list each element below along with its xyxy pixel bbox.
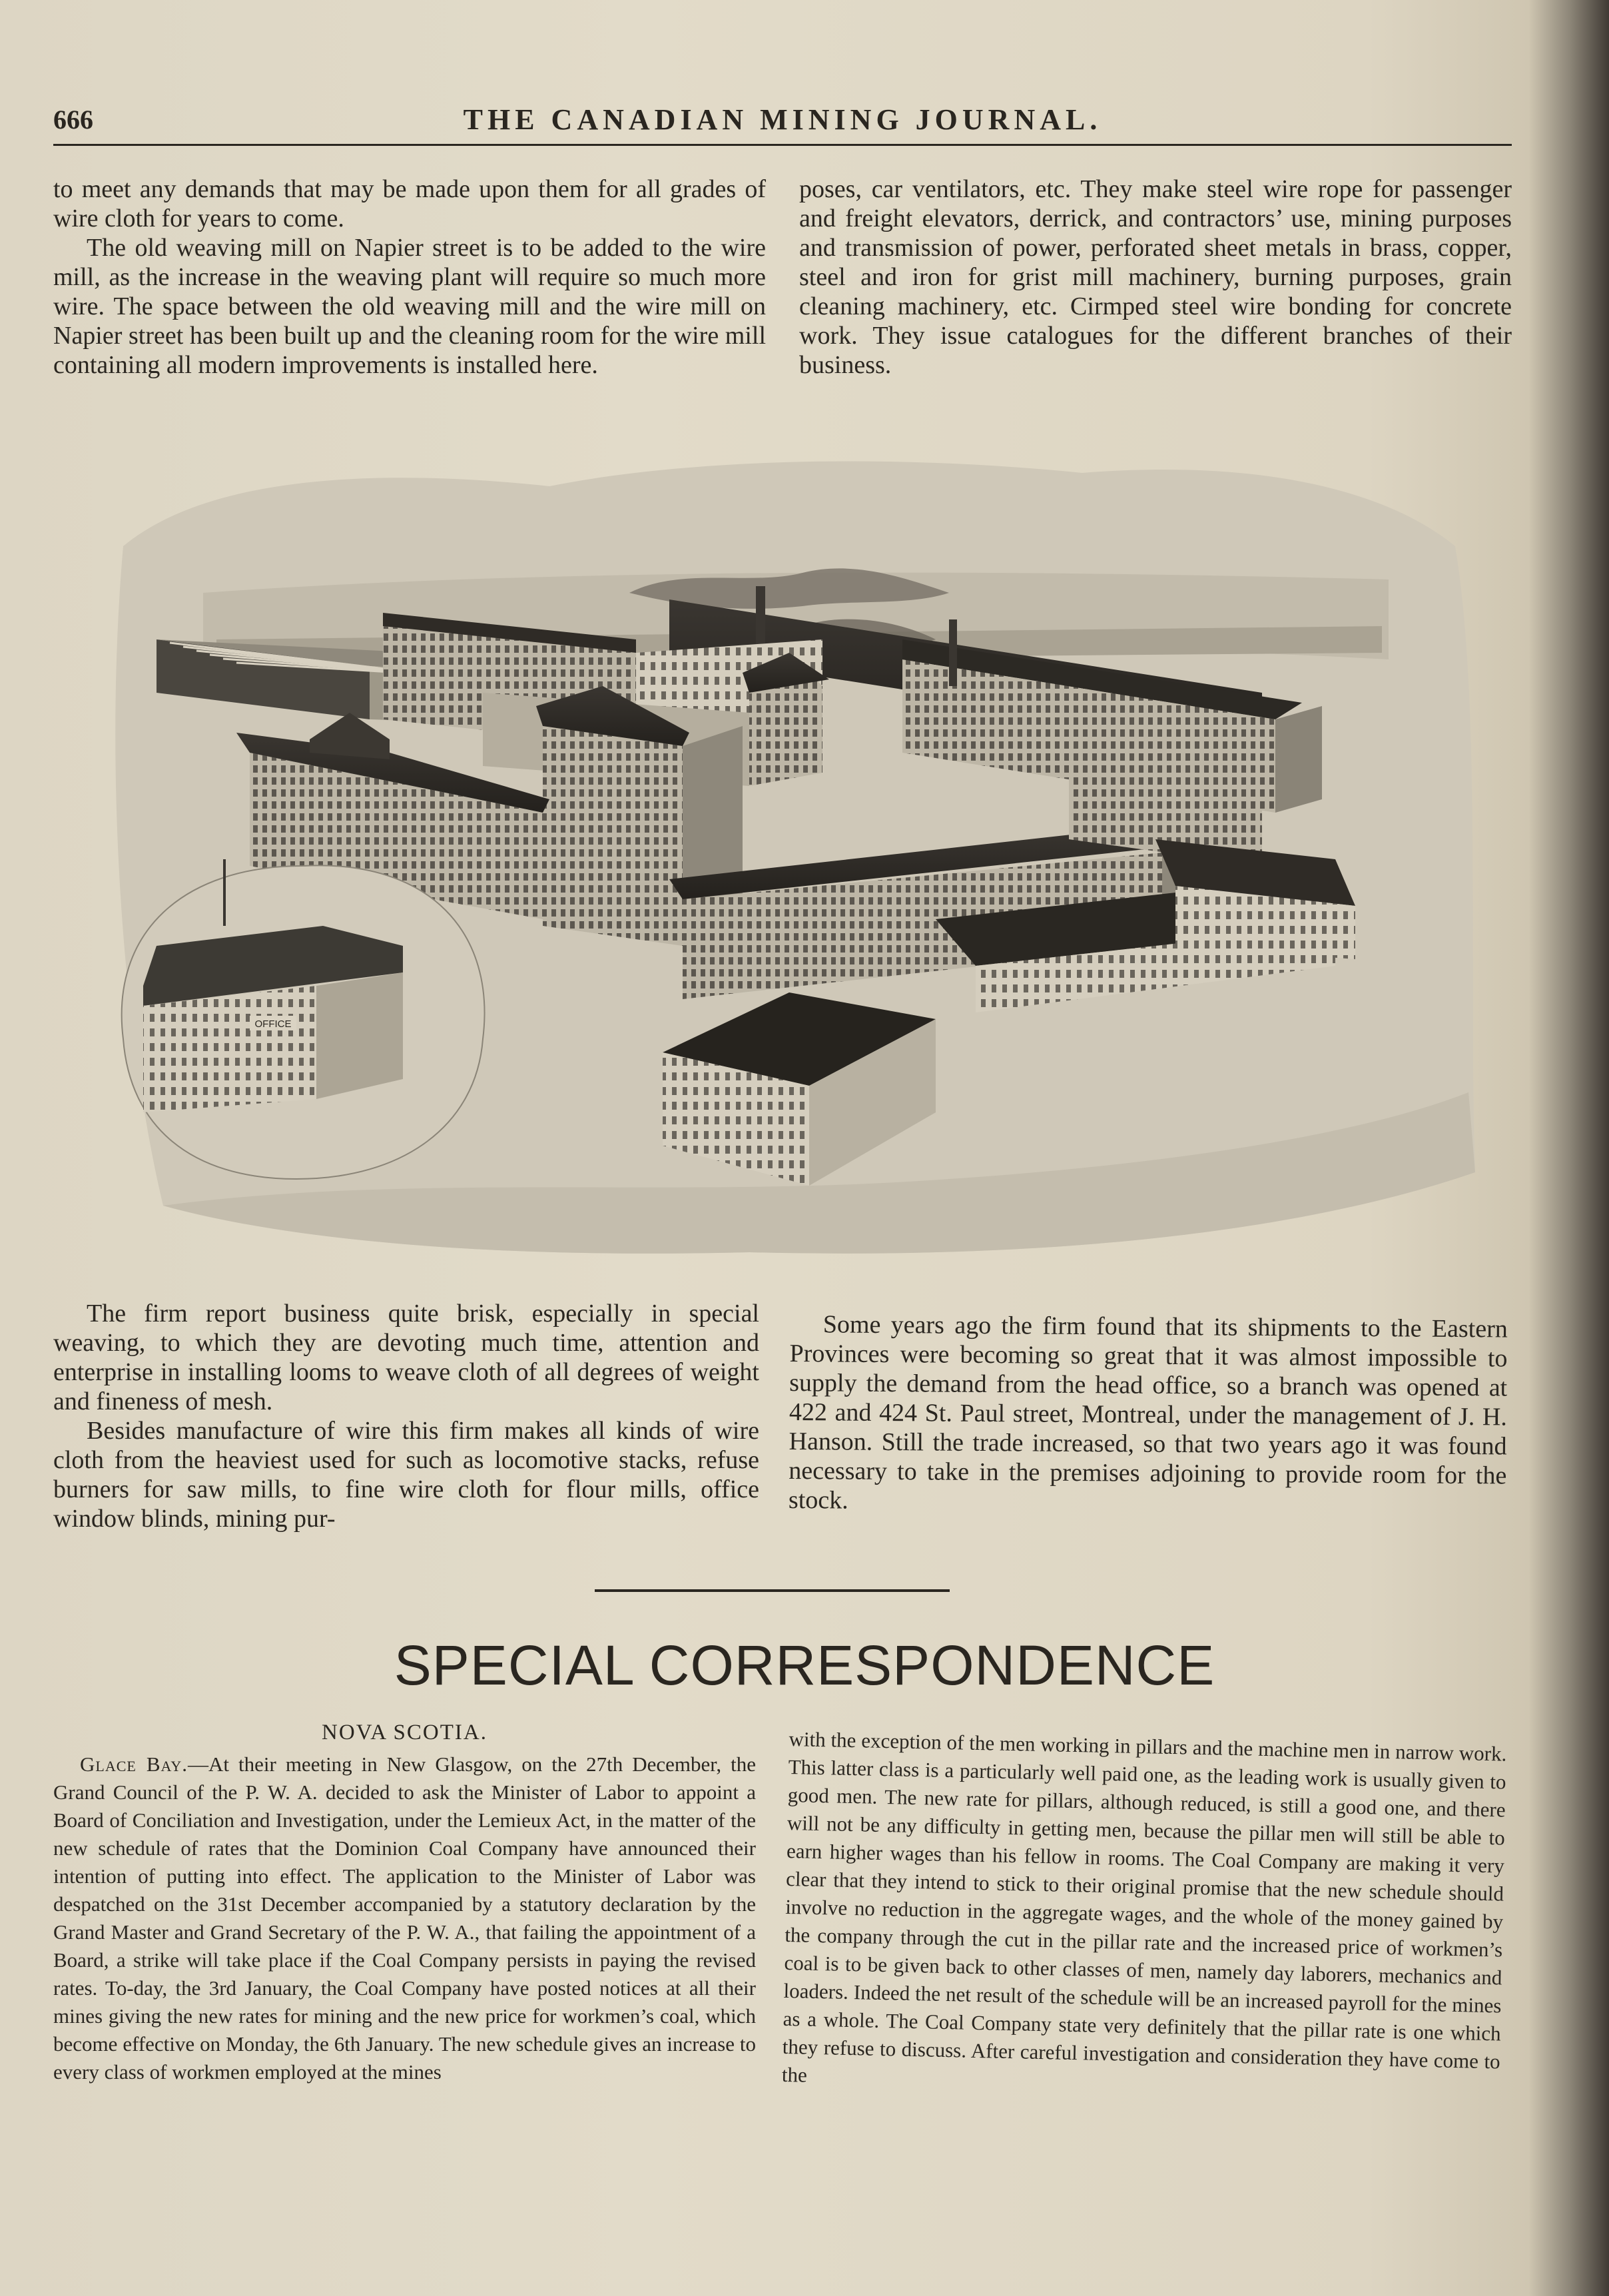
page-number: 666 <box>53 105 93 135</box>
article-column-top-left <box>53 175 766 380</box>
factory-illustration <box>83 440 1488 1272</box>
subheading: NOVA SCOTIA. <box>322 1721 487 1744</box>
section-divider <box>595 1589 950 1592</box>
paragraph: with the exception of the men working in pillars and the machine men in narrow work. This latter class is a particularly well paid one, as the leading work is usually given to good men. The new rate for pillars, although reduced, is still a good one, and there will not be any difficulty in getting men, because the pillar men will still be able to earn higher wages than his fellow in rooms. The Coal Company are making it very clear that they intend to stick to their original promise that the new schedule should involve no reduction in the aggregate wages, and the whole of the money gained by the company through the cut in the pillar rate and the increased price of workmen’s coal is to be given back to other classes of men, namely day laborers, mechanics and loaders. Indeed the net result of the schedule will be an increased payroll for the mines as a whole. The Coal Company state very definitely that the pillar rate is one which they refuse to discuss. After careful investigation and consideration they have come to the <box>781 1726 1507 2087</box>
paragraph: poses, car ventilators, etc. They make steel wire rope for passenger and freight elevators, derrick, and contractors’ use, mining purposes and transmission of power, perforated sheet metals in brass, copper, steel and iron for grist mill machinery, burning purposes, grain cleaning machinery, etc. Cirmped steel wire bonding for concrete work. They issue catalogues for the different branches of their business. <box>799 175 1512 379</box>
paragraph: The old weaving mill on Napier street is to be added to the wire mill, as the increase in the weaving plant will require so much more wire. The space between the old weaving mill and the wire mill on Napier street has been built up and the cleaning room for the wire mill containing all modern improvements is installed here. <box>53 234 766 379</box>
paragraph: to meet any demands that may be made upon them for all grades of wire cloth for years to come. <box>53 175 766 232</box>
section-title: SPECIAL CORRESPONDENCE <box>394 1634 1215 1697</box>
paragraph: Besides manufacture of wire this firm makes all kinds of wire cloth from the heaviest used for such as locomotive stacks, refuse burners for saw mills, to fine wire cloth for flour mills, office window blinds, mining pur- <box>53 1417 759 1533</box>
paragraph: The firm report business quite brisk, especially in special weaving, to which they are devoting much time, attention and enterprise in installing looms to weave cloth of all degrees of weight and fineness of mesh. <box>53 1300 759 1415</box>
office-inset <box>122 859 485 1179</box>
paragraph: Some years ago the firm found that its shipments to the Eastern Provinces were becoming so great that it was almost impossible to supply the demand from the head office, so a branch was opened at 422 and 424 St. Paul street, Montreal, under the management of J. H. Hanson. Still the trade increased, so that two years ago it was found necessary to take in the premises adjoining to provide room for the stock. <box>788 1310 1508 1515</box>
paragraph: —At their meeting in New Glasgow, on the 27th December, the Grand Council of the P. W. A. decided to ask the Minister of Labor to appoint a Board of Conciliation and Investigation, under the Lemieux Act, in the matter of the new schedule of rates that the Dominion Coal Company have announced their intention of putting into effect. The application to the Minister of Labor was despatched on the 31st December accompanied by a statutory declaration by the Grand Master and Grand Secretary of the P. W. A., that failing the appointment of a Board, a strike will take place if the Coal Company persists in paying the revised rates. To-day, the 3rd January, the Coal Company have posted notices at all their mines giving the new rates for mining and the new price for workmen’s coal, which become effective on Monday, the 6th January. The new schedule gives an increase to every class of workmen employed at the mines <box>53 1752 756 2084</box>
article-column-mid-right <box>789 1310 1508 1520</box>
correspondence-column-left <box>53 1719 756 2086</box>
article-column-mid-left <box>53 1299 759 1533</box>
page-header <box>53 100 1512 146</box>
journal-title: THE CANADIAN MINING JOURNAL. <box>463 103 1102 136</box>
correspondence-column-right <box>782 1725 1507 2104</box>
office-sign: OFFICE <box>254 1018 292 1030</box>
dateline: Glace Bay. <box>80 1752 188 1776</box>
article-column-top-right <box>799 175 1512 380</box>
